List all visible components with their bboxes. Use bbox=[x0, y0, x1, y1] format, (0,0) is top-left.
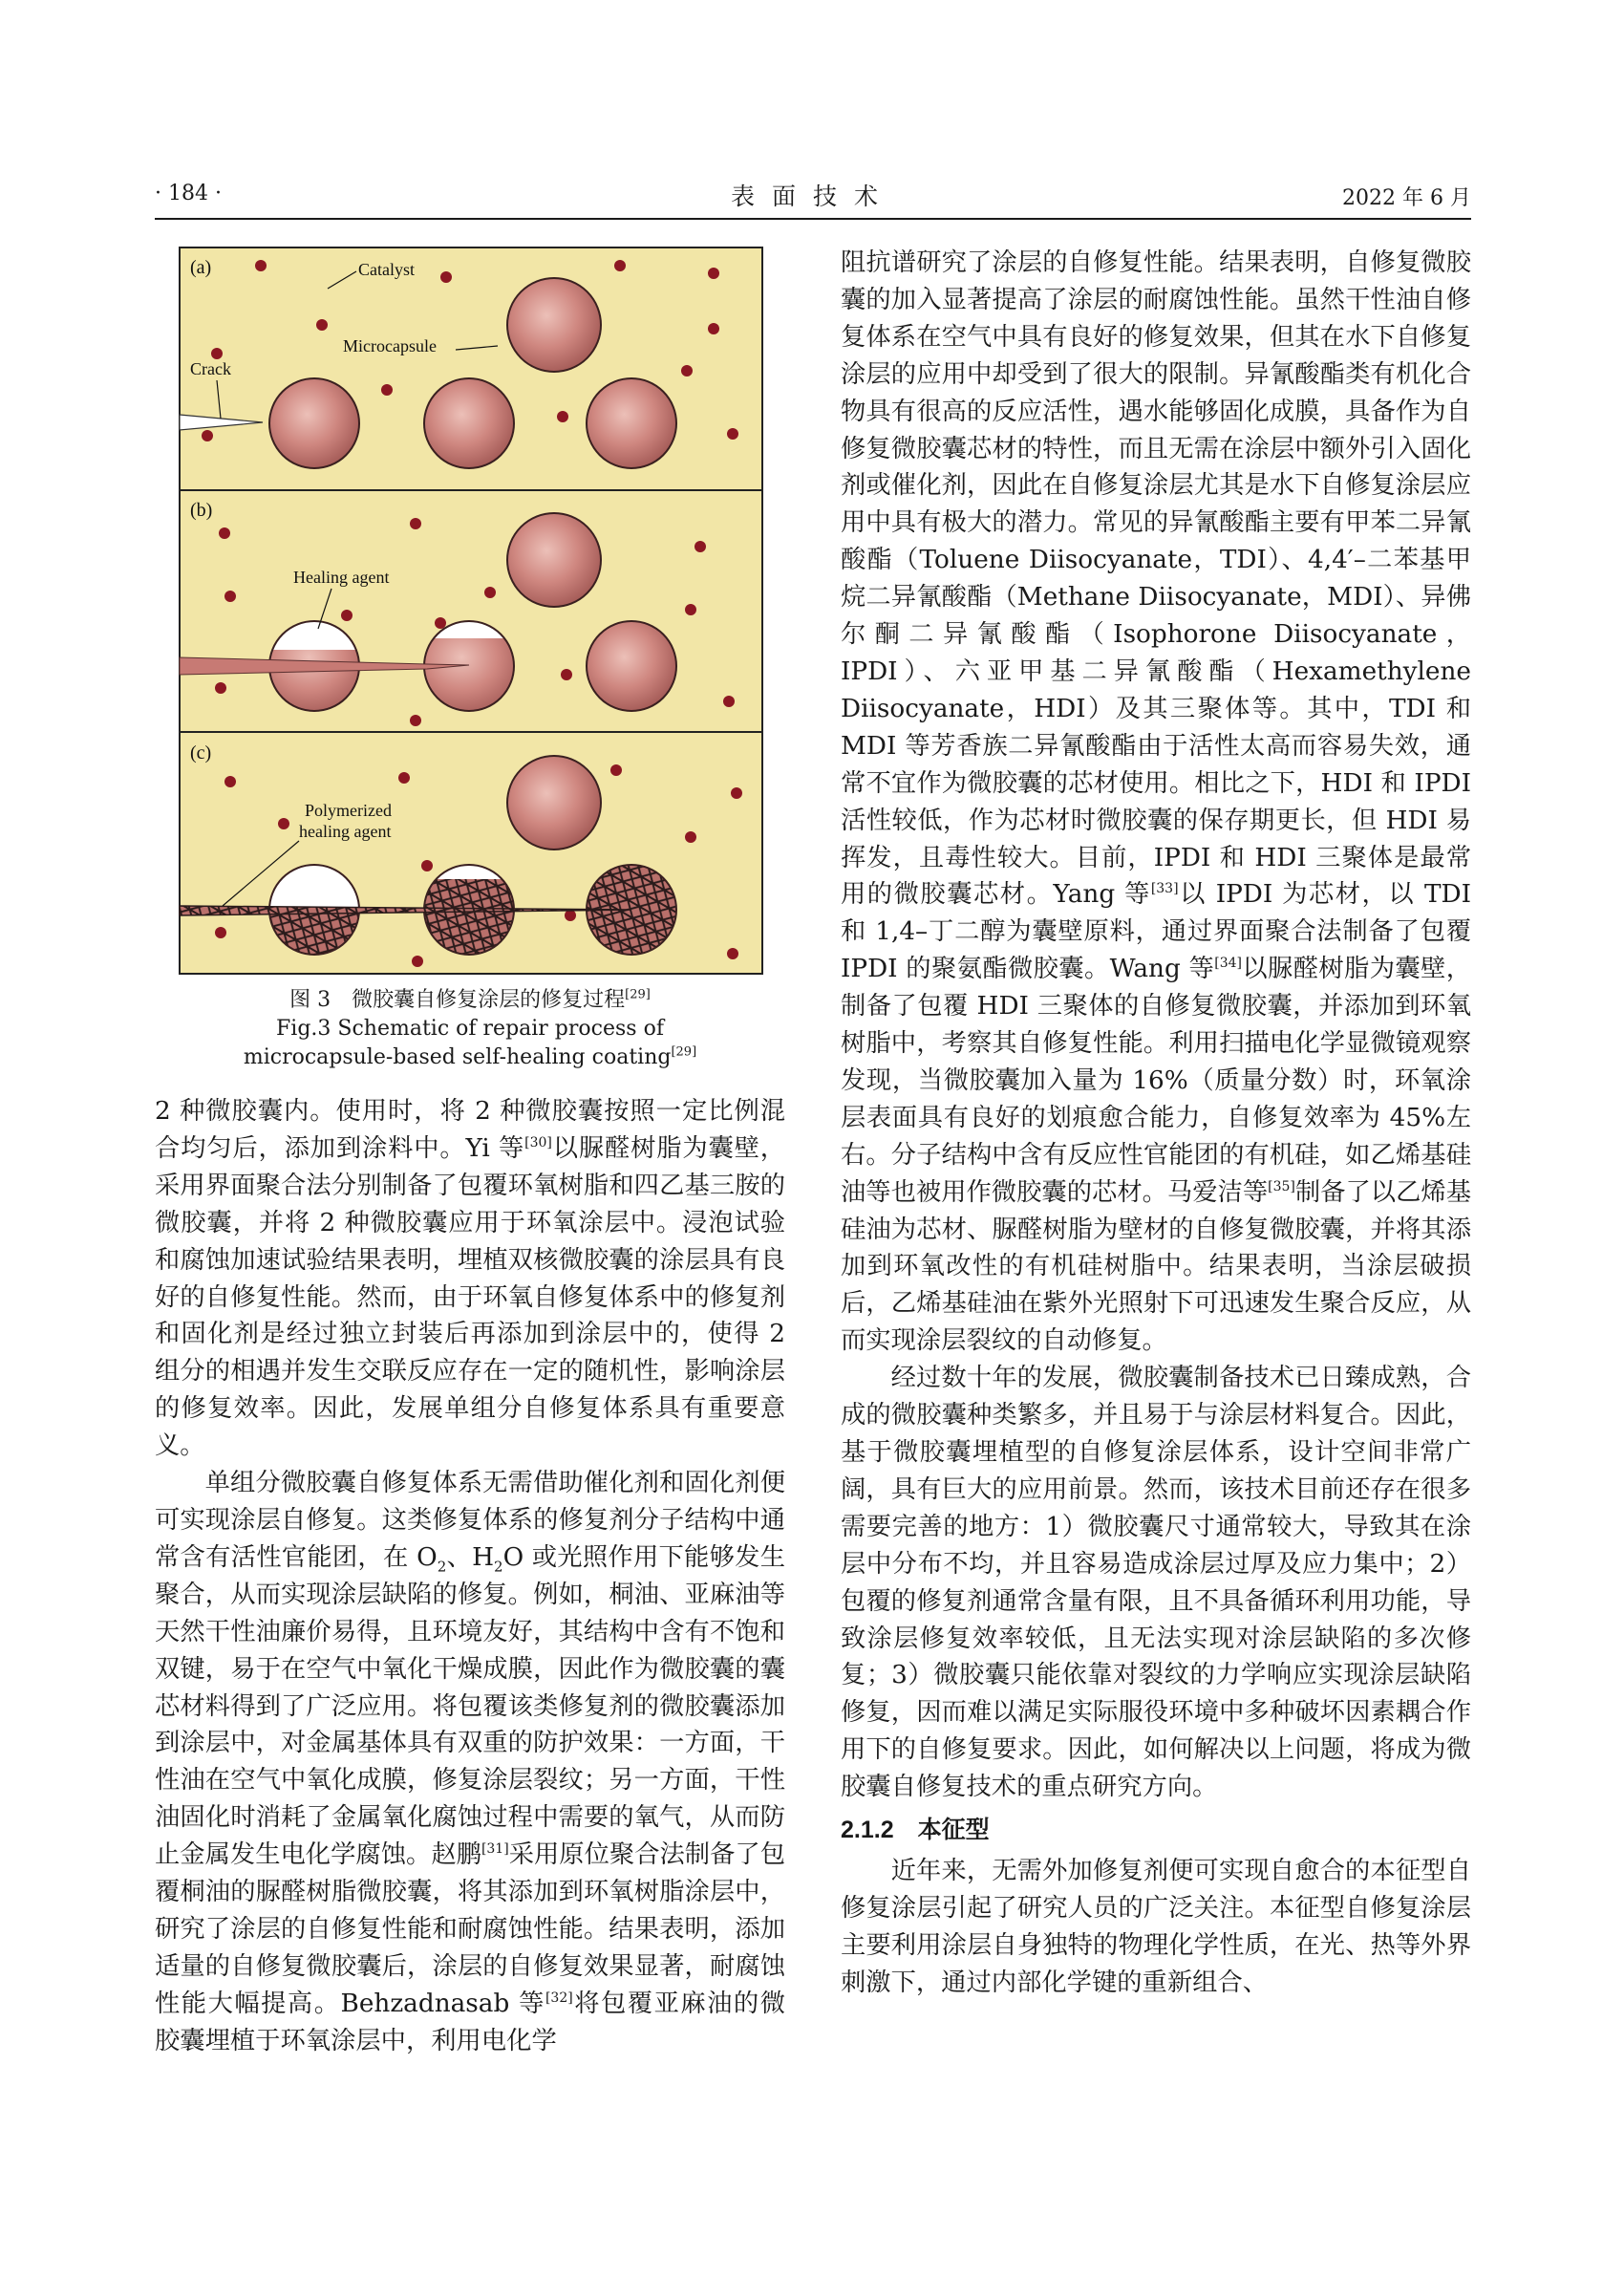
right-paragraph-3: 近年来，无需外加修复剂便可实现自愈合的本征型自修复涂层引起了研究人员的广泛关注。本征型自修复涂层主要利用涂层自身独特的物理化学性质，在光、热等外界刺激下，通过内部化学键的重新组合、 bbox=[841, 1856, 1471, 1997]
microcapsule-b4 bbox=[587, 621, 676, 711]
caption-en-line1: Fig.3 Schematic of repair process of bbox=[276, 1017, 664, 1041]
figure-3-caption bbox=[155, 986, 785, 1072]
journal-title: 表面技术 bbox=[730, 183, 895, 210]
microcapsule-a2 bbox=[269, 378, 359, 468]
left-column bbox=[155, 1093, 785, 2060]
right-column bbox=[841, 245, 1471, 2002]
caption-cn: 图 3 微胶囊自修复涂层的修复过程[29] bbox=[289, 987, 651, 1012]
panel-b-tag: (b) bbox=[190, 500, 213, 521]
microcapsule-a3 bbox=[424, 378, 514, 468]
polymerized-label-line1: Polymerized bbox=[305, 801, 392, 820]
crack-label: Crack bbox=[190, 359, 231, 378]
caption-en-line2: microcapsule-based self-healing coating[29] bbox=[243, 1044, 697, 1069]
microcapsule-label: Microcapsule bbox=[343, 336, 437, 355]
microcapsule-b1 bbox=[507, 513, 601, 607]
panel-c-tag: (c) bbox=[190, 742, 212, 764]
left-paragraph-1: 2 种微胶囊内。使用时，将 2 种微胶囊按照一定比例混合均匀后，添加到涂料中。Yi 等[30]以脲醛树脂为囊壁，采用界面聚合法分别制备了包覆环氧树脂和四乙基三胺的微胶囊，并将 2 种微胶囊应用于环氧涂层中。浸泡试验和腐蚀加速试验结果表明，埋植双核微胶囊的涂层具有良好的自修复性能。然而，由于环氧自修复体系中的修复剂和固化剂是经过独立封装后再添加到涂层中的，使得 2 组分的相遇并发生交联反应存在一定的随机性，影响涂层的修复效率。因此，发展单组分自修复体系具有重要意义。 bbox=[155, 1097, 785, 1461]
figure-3-svg bbox=[179, 247, 763, 975]
microcapsule-a4 bbox=[587, 378, 676, 468]
left-paragraph-2: 单组分微胶囊自修复体系无需借助催化剂和固化剂便可实现涂层自修复。这类修复体系的修复剂分子结构中通常含有活性官能团，在 $O_2$、$H_2O$ 或光照作用下能够发生聚合，从而实现涂层缺陷的修复。例如，桐油、亚麻油等天然干性油廉价易得，且环境友好，其结构中含有不饱和双键，易于在空气中氧化干燥成膜，因此作为微胶囊的囊芯材料得到了广泛应用。将包覆该类修复剂的微胶囊添加到涂层中，对金属基体具有双重的防护效果：一方面，干性油在空气中氧化成膜，修复涂层裂纹；另一方面，干性油固化时消耗了金属氧化腐蚀过程中需要的氧气，从而防止金属发生电化学腐蚀。赵鹏[31]采用原位聚合法制备了包覆桐油的脲醛树脂微胶囊，将其添加到环氧树脂涂层中，研究了涂层的自修复性能和耐腐蚀性能。结果表明，添加适量的自修复微胶囊后，涂层的自修复效果显著，耐腐蚀性能大幅提高。Behzadnasab 等[32]将包覆亚麻油的微胶囊埋植于环氧涂层中，利用电化学 bbox=[155, 1469, 786, 2055]
running-header bbox=[155, 178, 1471, 212]
right-paragraph-2: 经过数十年的发展，微胶囊制备技术已日臻成熟，合成的微胶囊种类繁多，并且易于与涂层材料复合。因此，基于微胶囊埋植型的自修复涂层体系，设计空间非常广阔，具有巨大的应用前景。然而，该技术目前还存在很多需要完善的地方：1）微胶囊尺寸通常较大，导致其在涂层中分布不均，并且容易造成涂层过厚及应力集中；2）包覆的修复剂通常含量有限，且不具备循环利用功能，导致涂层修复效率较低，且无法实现对涂层缺陷的多次修复；3）微胶囊只能依靠对裂纹的力学响应实现涂层缺陷修复，因而难以满足实际服役环境中多种破坏因素耦合作用下的自修复要求。因此，如何解决以上问题，将成为微胶囊自修复技术的重点研究方向。 bbox=[841, 1364, 1471, 1802]
right-paragraph-1: 阻抗谱研究了涂层的自修复性能。结果表明，自修复微胶囊的加入显著提高了涂层的耐腐蚀性能。虽然干性油自修复体系在空气中具有良好的修复效果，但其在水下自修复涂层的应用中却受到了很大的限制。异氰酸酯类有机化合物具有很高的反应活性，遇水能够固化成膜，具备作为自修复微胶囊芯材的特性，而且无需在涂层中额外引入固化剂或催化剂，因此在自修复涂层尤其是水下自修复涂层应用中具有极大的潜力。常见的异氰酸酯主要有甲苯二异氰酸酯（Toluene Diisocyanate，TDI）、4,4′–二苯基甲烷二异氰酸酯（Methane Diisocyanate，MDI）、异佛尔酮二异氰酸酯（Isophorone Diisocyanate，IPDI）、六亚甲基二异氰酸酯（Hexamethylene Diisocyanate，HDI）及其三聚体等。其中，TDI 和 MDI 等芳香族二异氰酸酯由于活性太高而容易失效，通常不宜作为微胶囊的芯材使用。相比之下，HDI 和 IPDI 活性较低，作为芯材时微胶囊的保存期更长，但 HDI 易挥发，且毒性较大。目前，IPDI 和 HDI 三聚体是最常用的微胶囊芯材。Yang 等[33]以 IPDI 为芯材，以 TDI 和 1,4–丁二醇为囊壁原料，通过界面聚合法制备了包覆 IPDI 的聚氨酯微胶囊。Wang 等[34]以脲醛树脂为囊壁，制备了包覆 HDI 三聚体的自修复微胶囊，并添加到环氧树脂中，考察其自修复性能。利用扫描电化学显微镜观察发现，当微胶囊加入量为 16%（质量分数）时，环氧涂层表面具有良好的划痕愈合能力，自修复效率为 45%左右。分子结构中含有反应性官能团的有机硅，如乙烯基硅油等也被用作微胶囊的芯材。马爱洁等[35]制备了以乙烯基硅油为芯材、脲醛树脂为壁材的自修复微胶囊，并将其添加到环氧改性的有机硅树脂中。结果表明，当涂层破损后，乙烯基硅油在紫外光照射下可迅速发生聚合反应，从而实现涂层裂纹的自动修复。 bbox=[841, 248, 1472, 1356]
panel-a-tag: (a) bbox=[190, 257, 212, 278]
figure-3 bbox=[179, 247, 763, 975]
issue-date: 2022 年 6 月 bbox=[1342, 186, 1471, 210]
microcapsule-a1 bbox=[507, 278, 601, 372]
page-number: · 184 · bbox=[155, 182, 222, 205]
header-rule bbox=[155, 218, 1471, 220]
section-heading-2-1-2: 2.1.2 本征型 bbox=[841, 1817, 990, 1844]
healing-agent-label: Healing agent bbox=[293, 568, 390, 587]
polymerized-label-line2: healing agent bbox=[299, 822, 392, 841]
microcapsule-c1 bbox=[507, 756, 601, 850]
catalyst-label: Catalyst bbox=[358, 260, 415, 279]
